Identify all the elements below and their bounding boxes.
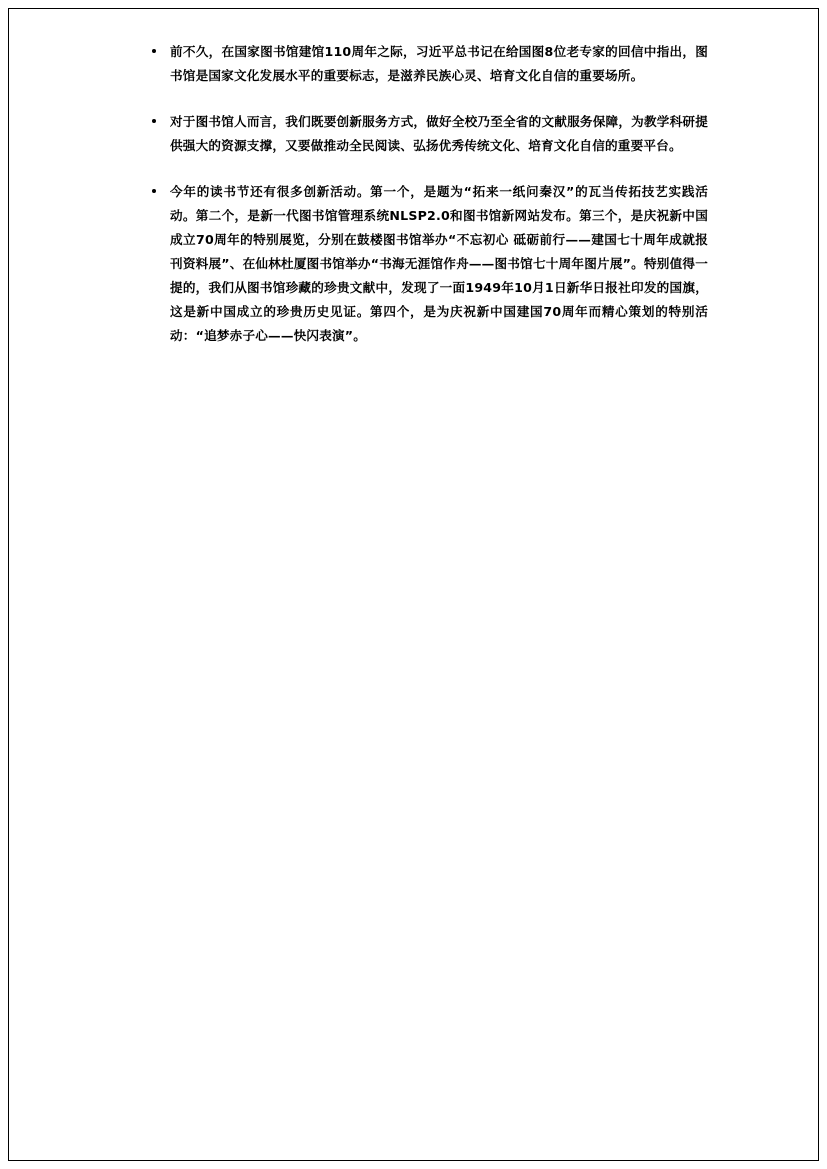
paragraph-text: 前不久，在国家图书馆建馆110周年之际，习近平总书记在给国图8位老专家的回信中指出，图书馆是国家文化发展水平的重要标志，是滋养民族心灵、培育文化自信的重要场所。 bbox=[170, 44, 708, 83]
list-item bbox=[148, 180, 708, 348]
list-item bbox=[148, 110, 708, 158]
bullet-icon bbox=[152, 119, 156, 123]
paragraph-text: 今年的读书节还有很多创新活动。第一个，是题为“拓来一纸问秦汉”的瓦当传拓技艺实践活动。第二个，是新一代图书馆管理系统NLSP2.0和图书馆新网站发布。第三个，是庆祝新中国成立70周年的特别展览，分别在鼓楼图书馆举办“不忘初心 砥砺前行——建国七十周年成就报刊资料展”、在仙林杜厦图书馆举办“书海无涯馆作舟——图书馆七十周年图片展”。特别值得一提的，我们从图书馆珍藏的珍贵文献中，发现了一面1949年10月1日新华日报社印发的国旗，这是新中国成立的珍贵历史见证。第四个，是为庆祝新中国建国70周年而精心策划的特别活动：“追梦赤子心——快闪表演”。 bbox=[170, 184, 708, 343]
paragraph-text: 对于图书馆人而言，我们既要创新服务方式，做好全校乃至全省的文献服务保障，为教学科研提供强大的资源支撑，又要做推动全民阅读、弘扬优秀传统文化、培育文化自信的重要平台。 bbox=[170, 114, 708, 153]
document-body bbox=[148, 40, 708, 370]
bullet-icon bbox=[152, 189, 156, 193]
list-item bbox=[148, 40, 708, 88]
bullet-icon bbox=[152, 49, 156, 53]
